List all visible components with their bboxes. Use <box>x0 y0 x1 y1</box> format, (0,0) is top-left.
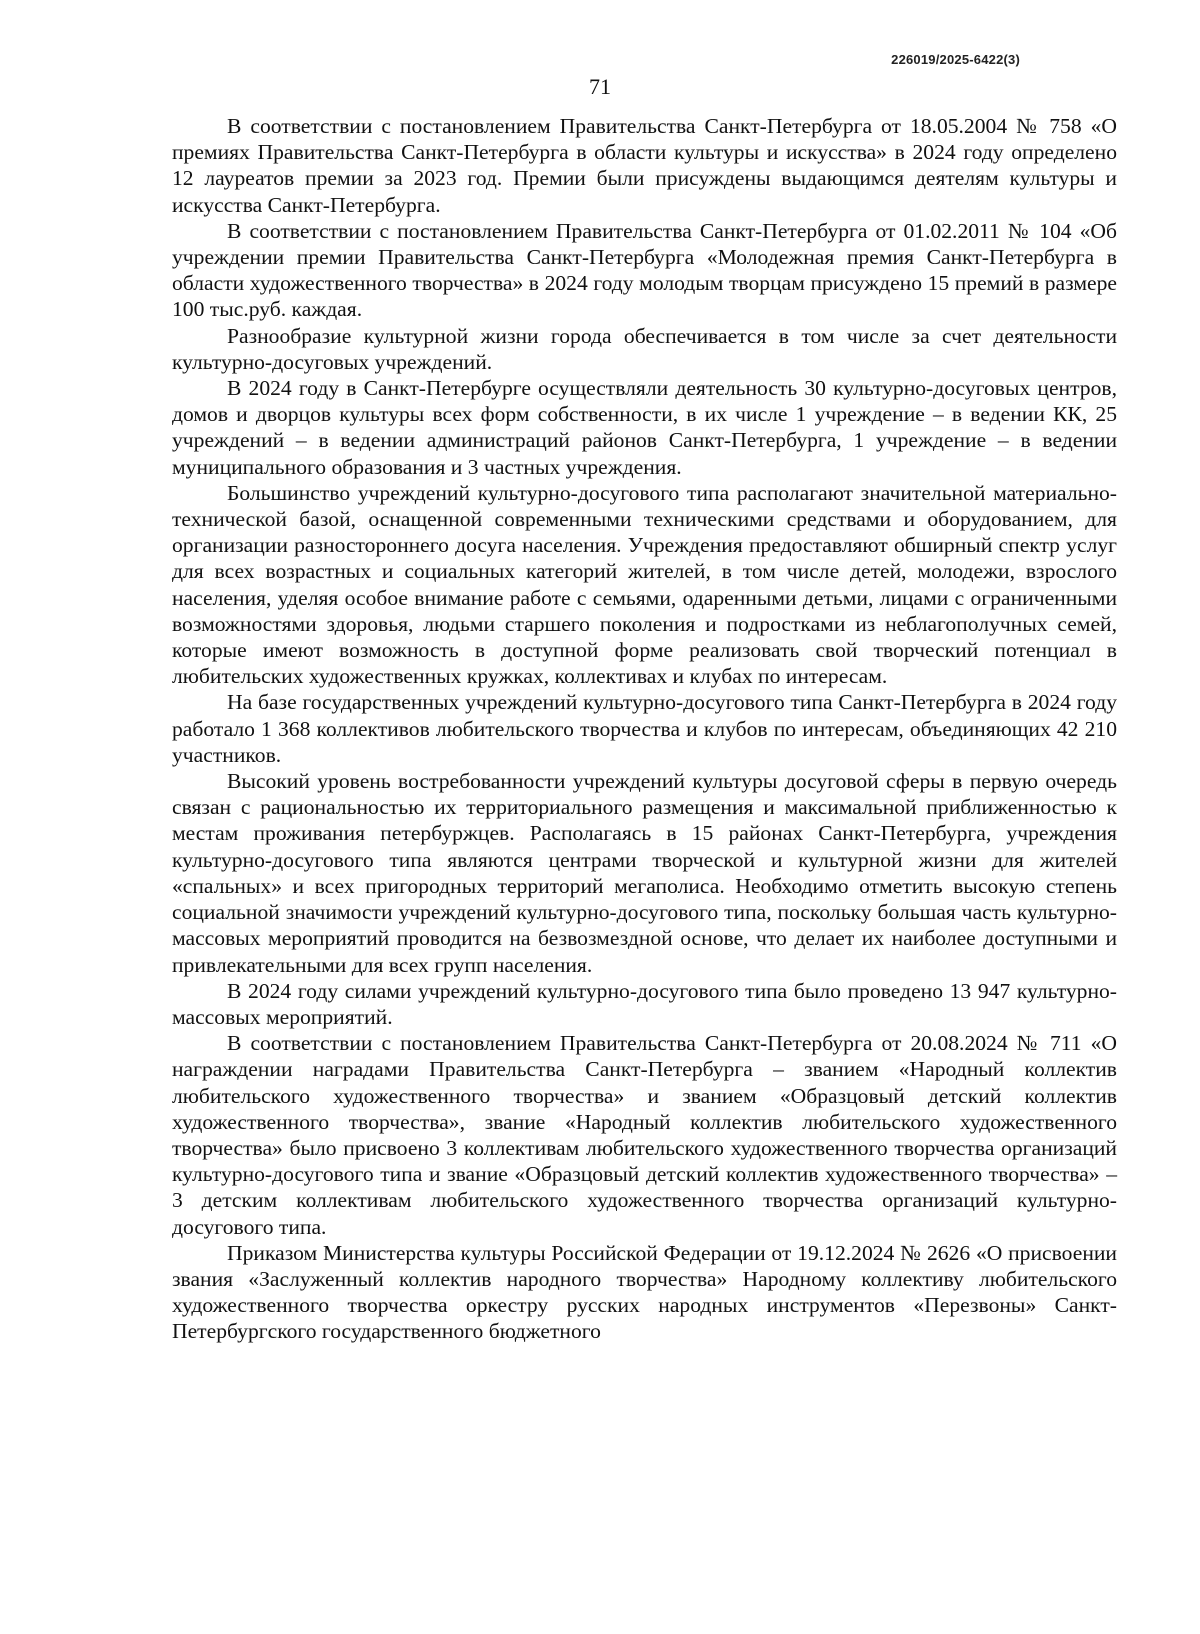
paragraph-premiums: В соответствии с постановлением Правительства Санкт-Петербурга от 18.05.2004 № 758 «О премиях Правительства Санкт-Петербурга в области культуры и искусства» в 2024 году определено 12 лауреатов премии за 2023 год. Премии были присуждены выдающимся деятелям культуры и искусства Санкт-Петербурга. <box>172 114 1117 217</box>
paragraph-collective-titles: В соответствии с постановлением Правительства Санкт-Петербурга от 20.08.2024 № 711 «О награждении наградами Правительства Санкт-Петербурга – званием «Народный коллектив любительского художественного творчества» и званием «Образцовый детский коллектив художественного творчества», звание «Народный коллектив любительского художественного творчества» было присвоено 3 коллективам любительского художественного творчества организаций культурно-досугового типа и звание «Образцовый детский коллектив художественного творчества» – 3 детским коллективам любительского художественного творчества организаций культурно-досугового типа. <box>172 1031 1117 1239</box>
document-body <box>172 113 1117 1345</box>
page-number: 71 <box>589 74 611 99</box>
paragraph-demand-level: Высокий уровень востребованности учреждений культуры досуговой сферы в первую очередь связан с рациональностью их территориального размещения и максимальной приближенностью к местам проживания петербуржцев. Располагаясь в 15 районах Санкт-Петербурга, учреждения культурно-досугового типа являются центрами творческой и культурной жизни для жителей «спальных» и всех пригородных территорий мегаполиса. Необходимо отметить высокую степень социальной значимости учреждений культурно-досугового типа, поскольку большая часть культурно-массовых мероприятий проводится на безвозмездной основе, что делает их наиболее доступными и привлекательными для всех групп населения. <box>172 769 1117 977</box>
paragraph-material-base: Большинство учреждений культурно-досугового типа располагают значительной материально-технической базой, оснащенной современными техническими средствами и оборудованием, для организации разностороннего досуга населения. Учреждения предоставляют обширный спектр услуг для всех возрастных и социальных категорий жителей, в том числе детей, молодежи, взрослого населения, уделяя особое внимание работе с семьями, одаренными детьми, лицами с ограниченными возможностями здоровья, людьми старшего поколения и подростками из неблагополучных семей, которые имеют возможность в доступной форме реализовать свой творческий потенциал в любительских художественных кружках, коллективах и клубах по интересам. <box>172 480 1117 689</box>
paragraph-events-count: В 2024 году силами учреждений культурно-досугового типа было проведено 13 947 культурно-массовых мероприятий. <box>172 978 1117 1029</box>
document-registration-number: 226019/2025-6422(3) <box>891 52 1020 67</box>
paragraph-amateur-collectives: На базе государственных учреждений культурно-досугового типа Санкт-Петербурга в 2024 году работало 1 368 коллективов любительского творчества и клубов по интересам, объединяющих 42 210 участников. <box>172 690 1117 767</box>
paragraph-cultural-diversity: Разнообразие культурной жизни города обеспечивается в том числе за счет деятельности культурно-досуговых учреждений. <box>172 323 1117 374</box>
paragraph-youth-premium: В соответствии с постановлением Правительства Санкт-Петербурга от 01.02.2011 № 104 «Об учреждении премии Правительства Санкт-Петербурга «Молодежная премия Санкт-Петербурга в области художественного творчества» в 2024 году молодым творцам присуждено 15 премий в размере 100 тыс.руб. каждая. <box>172 218 1117 322</box>
paragraph-leisure-centers-count: В 2024 году в Санкт-Петербурге осуществляли деятельность 30 культурно-досуговых центров, домов и дворцов культуры всех форм собственности, в их числе 1 учреждение – в ведении КК, 25 учреждений – в ведении администраций районов Санкт-Петербурга, 1 учреждение – в ведении муниципального образования и 3 частных учреждения. <box>172 376 1117 479</box>
paragraph-ministry-order: Приказом Министерства культуры Российской Федерации от 19.12.2024 № 2626 «О присвоении звания «Заслуженный коллектив народного творчества» Народному коллективу любительского художественного творчества оркестру русских народных инструментов «Перезвоны» Санкт-Петербургского государственного бюджетного <box>172 1240 1117 1344</box>
